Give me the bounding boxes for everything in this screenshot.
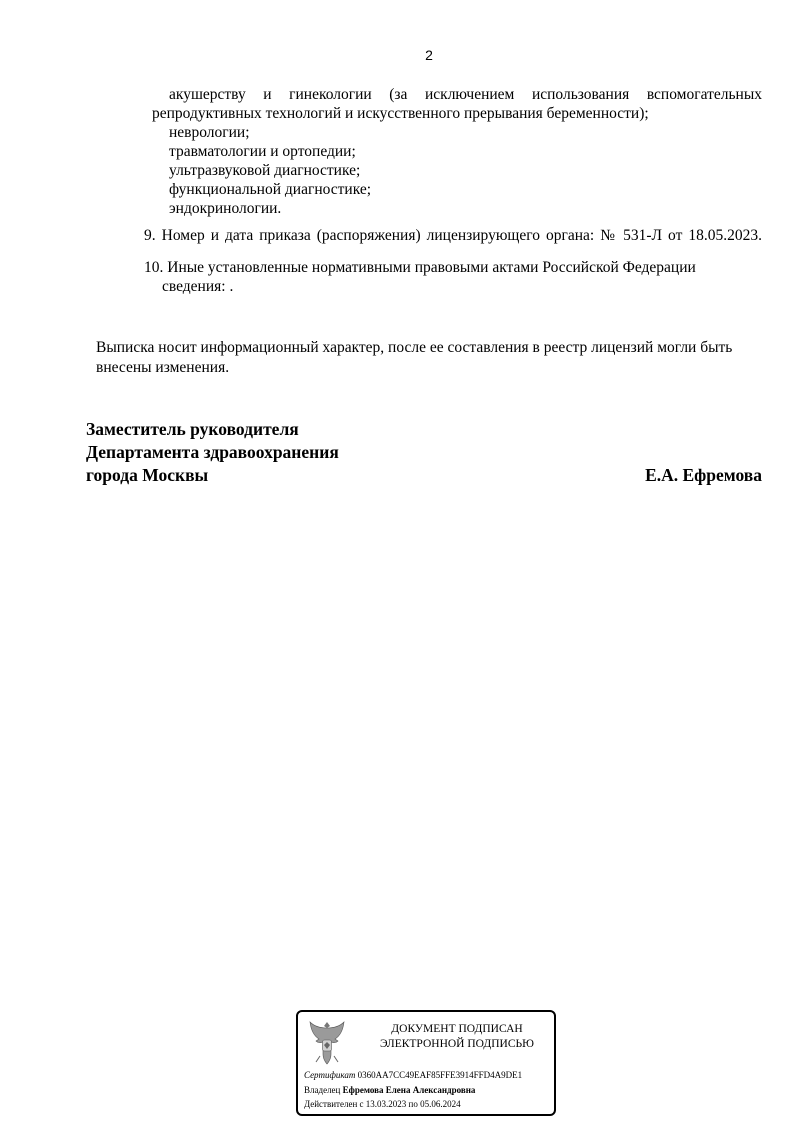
list-item: неврологии; (169, 124, 250, 141)
signatory-position-line: Департамента здравоохранения (86, 442, 339, 462)
item-10-line-1: 10. Иные установленные нормативными правовыми актами Российской Федерации (144, 259, 696, 276)
stamp-certificate-value: 0360AA7CC49EAF85FFE3914FFD4A9DE1 (357, 1070, 523, 1080)
electronic-signature-stamp (296, 1010, 556, 1116)
list-item: эндокринологии. (169, 200, 282, 217)
item-10-line-2: сведения: . (162, 278, 234, 295)
stamp-validity: Действителен с 13.03.2023 по 05.06.2024 (304, 1099, 461, 1109)
stamp-owner-value: Ефремова Елена Александровна (342, 1085, 476, 1095)
list-item: функциональной диагностике; (169, 181, 372, 198)
stamp-certificate (304, 1069, 522, 1081)
stamp-title-line: ЭЛЕКТРОННОЙ ПОДПИСЬЮ (380, 1038, 534, 1050)
russian-coat-of-arms-icon (308, 1018, 346, 1068)
list-line-1: акушерству и гинекологии (за исключением использования вспомогательных (169, 86, 762, 103)
item-9: 9. Номер и дата приказа (распоряжения) лицензирующего органа: № 531-Л от 18.05.2023. (144, 227, 762, 244)
note-line-2: внесены изменения. (96, 359, 230, 376)
signatory-position-line: города Москвы (86, 465, 209, 485)
list-line-2: репродуктивных технологий и искусственного прерывания беременности); (152, 105, 649, 122)
signatory-name: Е.А. Ефремова (645, 465, 762, 485)
note-line-1: Выписка носит информационный характер, после ее составления в реестр лицензий могли быть (96, 339, 733, 356)
stamp-owner-label: Владелец (304, 1085, 341, 1095)
list-item: травматологии и ортопедии; (169, 143, 356, 160)
stamp-title-line: ДОКУМЕНТ ПОДПИСАН (391, 1023, 523, 1035)
page-number: 2 (425, 47, 433, 63)
stamp-certificate-label: Сертификат (304, 1070, 356, 1080)
signatory-position-line: Заместитель руководителя (86, 419, 299, 439)
stamp-owner (304, 1084, 475, 1096)
list-item: ультразвуковой диагностике; (169, 162, 361, 179)
